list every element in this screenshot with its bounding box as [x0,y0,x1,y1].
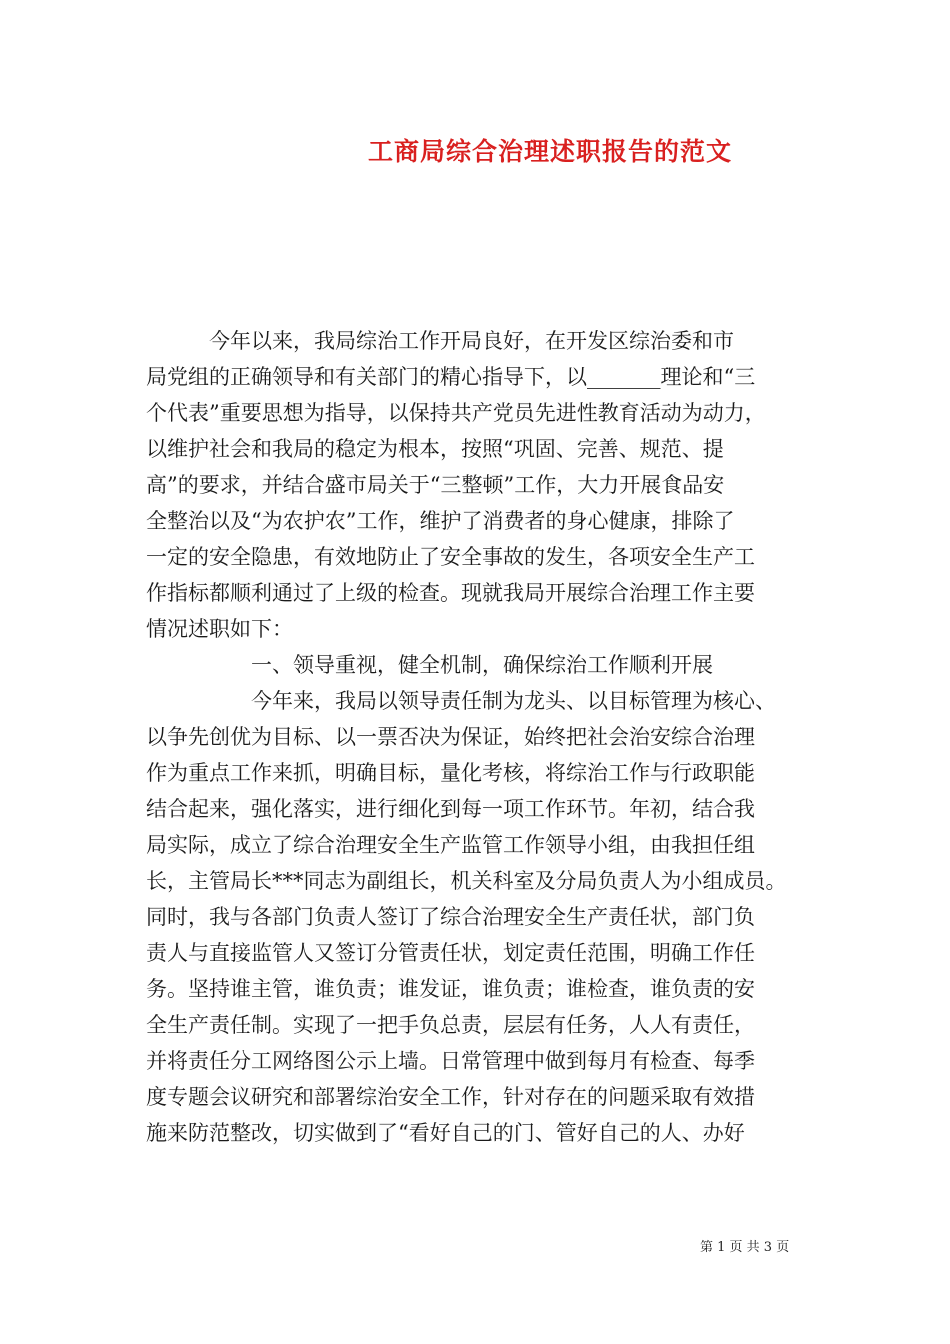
body-line: 同时，我与各部门负责人签订了综合治理安全生产责任状，部门负 [146,905,755,929]
body-line: 作指标都顺利通过了上级的检查。现就我局开展综合治理工作主要 [146,581,755,605]
document-title: 工商局综合治理述职报告的范文 [367,137,732,166]
body-line: 个代表”重要思想为指导，以保持共产党员先进性教育活动为动力， [146,401,766,425]
body-line: 高”的要求，并结合盛市局关于“三整顿”工作，大力开展食品安 [146,473,725,497]
section-heading: 一、领导重视，健全机制，确保综治工作顺利开展 [146,653,713,677]
body-line: 务。坚持谁主管，谁负责；谁发证，谁负责；谁检查，谁负责的安 [146,977,755,1001]
body-line: 今年来，我局以领导责任制为龙头、以目标管理为核心、 [146,689,776,713]
page-number: 第 1 页 共 3 页 [700,1240,790,1255]
body-line: 局实际，成立了综合治理安全生产监管工作领导小组，由我担任组 [146,833,755,857]
body-line: 结合起来，强化落实，进行细化到每一项工作环节。年初，结合我 [146,797,755,821]
body-line: 情况述职如下： [146,617,293,641]
body-line: 施来防范整改，切实做到了“看好自己的门、管好自己的人、办好 [146,1121,745,1145]
body-line: 全生产责任制。实现了一把手负总责，层层有任务，人人有责任， [146,1013,755,1037]
body-line: 责人与直接监管人又签订分管责任状，划定责任范围，明确工作任 [146,941,755,965]
document-body [146,323,816,1151]
body-line: 长，主管局长***同志为副组长，机关科室及分局负责人为小组成员。 [146,869,787,893]
body-line: 度专题会议研究和部署综治安全工作，针对存在的问题采取有效措 [146,1085,755,1109]
body-line: 作为重点工作来抓，明确目标，量化考核，将综治工作与行政职能 [146,761,755,785]
body-line: 今年以来，我局综治工作开局良好，在开发区综治委和市 [146,329,734,353]
body-line: 以争先创优为目标、以一票否决为保证，始终把社会治安综合治理 [146,725,755,749]
body-line: 全整治以及“为农护农”工作，维护了消费者的身心健康，排除了 [146,509,735,533]
body-line: 以维护社会和我局的稳定为根本，按照“巩固、完善、规范、提 [146,437,724,461]
body-line: 并将责任分工网络图公示上墙。日常管理中做到每月有检查、每季 [146,1049,755,1073]
body-line: 一定的安全隐患，有效地防止了安全事故的发生，各项安全生产工 [146,545,755,569]
body-line: 局党组的正确领导和有关部门的精心指导下，以_______理论和“三 [146,365,756,389]
